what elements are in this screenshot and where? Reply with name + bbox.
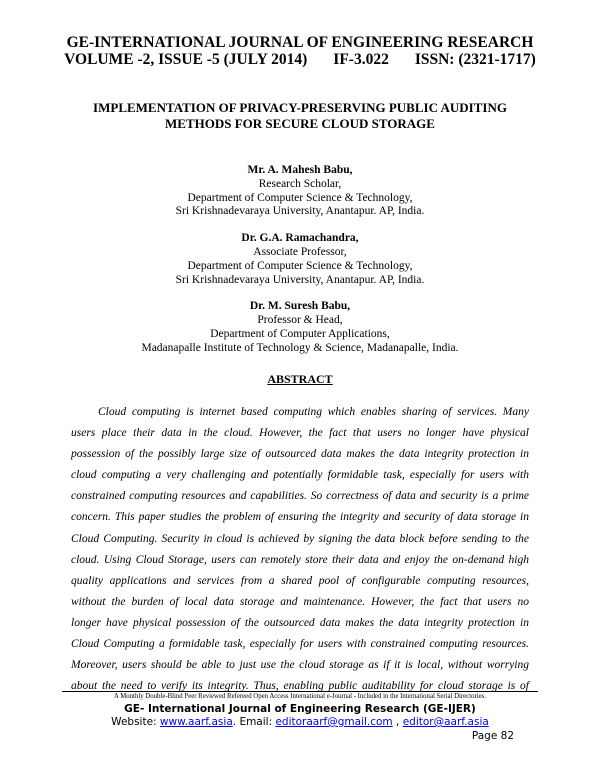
author-department: Department of Computer Applications, xyxy=(210,327,390,340)
author-2 xyxy=(0,232,600,287)
abstract-heading: ABSTRACT xyxy=(267,372,333,386)
title-line-2: METHODS FOR SECURE CLOUD STORAGE xyxy=(165,116,435,131)
abstract-line: quality applications and services from a shared pool of configurable computing resources, xyxy=(71,574,529,587)
website-prefix: Website: xyxy=(111,716,160,728)
author-department: Department of Computer Science & Technology, xyxy=(187,259,413,272)
author-role: Associate Professor, xyxy=(253,245,347,258)
abstract-line: Cloud computing is internet based computing which enables sharing of services. Many xyxy=(98,406,529,418)
abstract-line: Cloud Computing. Security in cloud is achieved by signing the data block before sending to the xyxy=(71,532,529,545)
author-name: Dr. G.A. Ramachandra, xyxy=(241,232,359,245)
abstract-line: concern. This paper studies the problem of ensuring the integrity and security of data storage in xyxy=(71,511,529,524)
title-line-1: IMPLEMENTATION OF PRIVACY-PRESERVING PUBLIC AUDITING xyxy=(93,100,507,115)
author-affiliation: Madanapalle Institute of Technology & Science, Madanapalle, India. xyxy=(141,341,459,354)
author-name: Dr. M. Suresh Babu, xyxy=(249,300,351,313)
abstract-line: constrained computing resources and capabilities. So correctness of data and security is a prime xyxy=(71,490,529,503)
email-link-secondary[interactable]: editor@aarf.asia xyxy=(402,716,489,728)
author-1 xyxy=(0,164,600,219)
footer-description: A Monthly Double-Blind Peer Reviewed Refereed Open Access International e-Journal - Included in the International Serial Directories. xyxy=(113,693,486,700)
impact-factor: IF-3.022 xyxy=(333,51,389,68)
abstract-body xyxy=(71,402,529,697)
author-affiliation: Sri Krishnadevaraya University, Anantapur. AP, India. xyxy=(175,205,425,218)
abstract-line: Moreover, users should be able to just use the cloud storage as if it is local, without worrying xyxy=(71,659,529,672)
author-affiliation: Sri Krishnadevaraya University, Anantapur. AP, India. xyxy=(175,273,425,286)
author-3 xyxy=(0,300,600,355)
volume-line xyxy=(0,51,600,68)
issn: ISSN: (2321-1717) xyxy=(414,51,536,68)
email-prefix: . Email: xyxy=(232,716,276,728)
abstract-line: possession of the possibly large size of outsourced data makes the data integrity protection in xyxy=(71,448,529,461)
author-list xyxy=(0,164,600,369)
email-separator: , xyxy=(392,716,403,728)
footer-contact xyxy=(0,716,600,729)
author-name: Mr. A. Mahesh Babu, xyxy=(247,164,353,176)
author-department: Department of Computer Science & Technology, xyxy=(187,191,413,204)
abstract-line: without the burden of local data storage and maintenance. However, the fact that users no xyxy=(71,595,529,608)
website-link[interactable]: www.aarf.asia xyxy=(159,716,233,728)
abstract-line: users place their data in the cloud. However, the fact that users no longer have physical xyxy=(71,427,529,440)
email-link-primary[interactable]: editoraarf@gmail.com xyxy=(275,716,393,728)
footer-journal-name: GE- International Journal of Engineering Research (GE-IJER) xyxy=(124,703,476,715)
journal-header xyxy=(0,34,600,68)
abstract-line: cloud computing a very challenging and potentially formidable task, especially for users with xyxy=(71,469,529,482)
author-role: Research Scholar, xyxy=(258,177,342,190)
abstract-line: cloud. Using Cloud Storage, users can remotely store their data and enjoy the on-demand high xyxy=(71,553,529,566)
paper-title xyxy=(0,100,600,132)
journal-name: GE-INTERNATIONAL JOURNAL OF ENGINEERING RESEARCH xyxy=(66,34,534,51)
page-number: Page 82 xyxy=(471,730,514,742)
author-role: Professor & Head, xyxy=(257,314,343,327)
abstract-line: longer have physical possession of the outsourced data makes the data integrity protection in xyxy=(71,616,529,629)
volume-issue: VOLUME -2, ISSUE -5 (JULY 2014) xyxy=(64,51,308,68)
abstract-line: Cloud Computing a formidable task, especially for users with constrained computing resources. xyxy=(71,638,529,651)
abstract-line: about the need to verify its integrity. Thus, enabling public auditability for cloud storage is of xyxy=(71,680,529,693)
